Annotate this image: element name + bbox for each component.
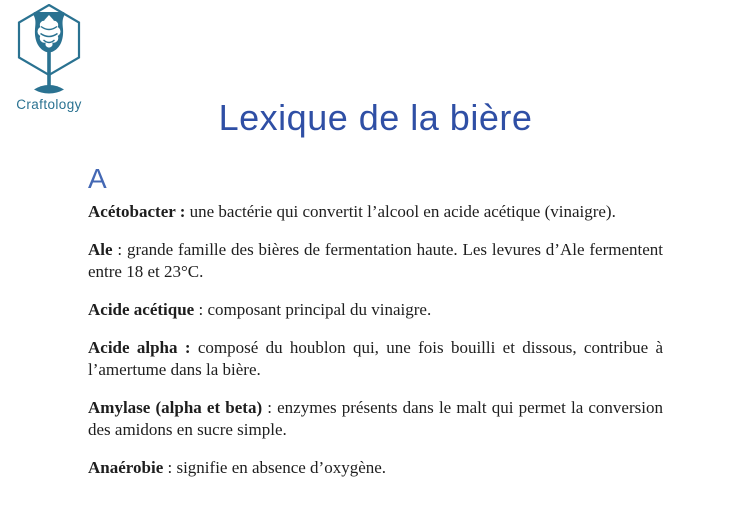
entry-definition: : grande famille des bières de fermentation haute. Les levures d’Ale fermentent entre 18 et 23°C. bbox=[88, 240, 663, 282]
entry-definition: composé du houblon qui, une fois bouilli et dissous, contribue à l’amertume dans la bière. bbox=[88, 338, 663, 380]
section-letter-a: A bbox=[88, 163, 107, 195]
glossary-entries bbox=[88, 201, 663, 479]
entry-definition: : composant principal du vinaigre. bbox=[194, 300, 432, 320]
logo-brand-text: Craftology bbox=[16, 97, 82, 112]
glossary-entry bbox=[88, 457, 663, 479]
entry-definition: : enzymes présents dans le malt qui permet la conversion des amidons en sucre simple. bbox=[88, 398, 663, 440]
glossary-entry bbox=[88, 299, 663, 321]
entry-definition: une bactérie qui convertit l’alcool en acide acétique (vinaigre). bbox=[185, 202, 616, 222]
entry-term: Ale bbox=[88, 240, 113, 260]
craftology-logo bbox=[6, 4, 92, 112]
hop-glass-hexagon-icon bbox=[11, 4, 87, 96]
entry-term: Acide alpha : bbox=[88, 338, 191, 358]
glossary-entry bbox=[88, 239, 663, 283]
entry-term: Anaérobie bbox=[88, 458, 164, 478]
glossary-entry bbox=[88, 397, 663, 441]
page-title: Lexique de la bière bbox=[218, 97, 533, 138]
entry-term: Acétobacter : bbox=[88, 202, 186, 222]
glossary-entry bbox=[88, 201, 663, 223]
entry-term: Acide acétique bbox=[88, 300, 195, 320]
glossary-entry bbox=[88, 337, 663, 381]
entry-term: Amylase (alpha et beta) bbox=[88, 398, 263, 418]
entry-definition: : signifie en absence d’oxygène. bbox=[163, 458, 387, 478]
